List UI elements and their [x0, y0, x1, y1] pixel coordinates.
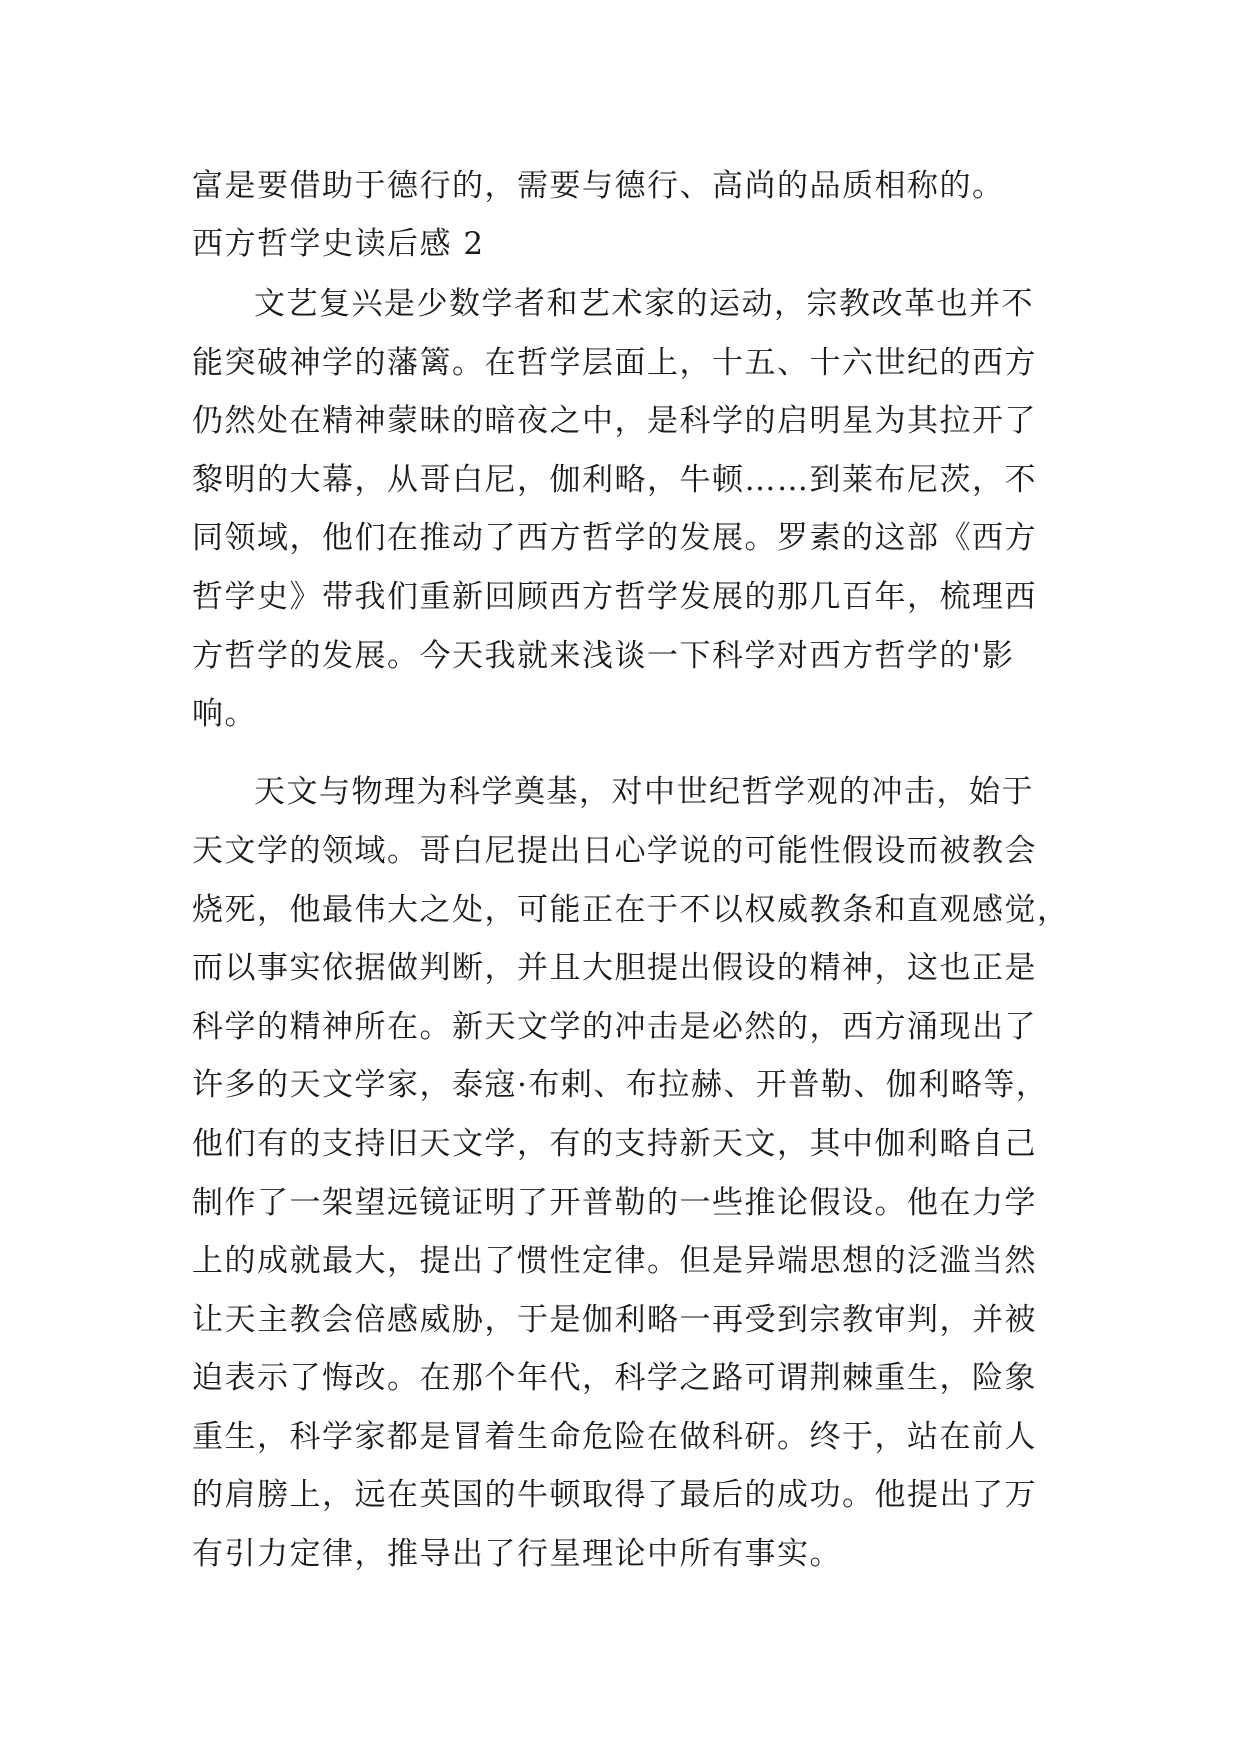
text-line: 迫表示了悔改。在那个年代，科学之路可谓荆棘重生，险象 [192, 1360, 1037, 1396]
text-line: 制作了一架望远镜证明了开普勒的一些推论假设。他在力学 [192, 1185, 1037, 1221]
text-line: 让天主教会倍感威胁，于是伽利略一再受到宗教审判，并被 [192, 1302, 1037, 1338]
text-line: 方哲学的发展。今天我就来浅谈一下科学对西方哲学的'影 [192, 638, 1015, 674]
text-line: 烧死，他最伟大之处，可能正在于不以权威教条和直观感觉， [192, 892, 1070, 928]
text-line: 有引力定律，推导出了行星理论中所有事实。 [192, 1536, 842, 1572]
section-title: 西方哲学史读后感 2 [192, 226, 485, 262]
text-line: 而以事实依据做判断，并且大胆提出假设的精神，这也正是 [192, 950, 1037, 986]
text-line: 天文学的领域。哥白尼提出日心学说的可能性假设而被教会 [192, 833, 1037, 869]
text-line: 同领域，他们在推动了西方哲学的发展。罗素的这部《西方 [192, 520, 1037, 556]
text-line: 响。 [192, 696, 257, 732]
text-line: 许多的天文学家，泰寇·布剌、布拉赫、开普勒、伽利略等， [192, 1067, 1049, 1103]
paragraph-2-line-first: 天文与物理为科学奠基，对中世纪哲学观的冲击，始于 [254, 774, 1034, 810]
text-line: 哲学史》带我们重新回顾西方哲学发展的那几百年，梳理西 [192, 579, 1037, 615]
text-line: 他们有的支持旧天文学，有的支持新天文，其中伽利略自己 [192, 1126, 1037, 1162]
text-line: 科学的精神所在。新天文学的冲击是必然的，西方涌现出了 [192, 1009, 1037, 1045]
text-line: 仍然处在精神蒙昧的暗夜之中，是科学的启明星为其拉开了 [192, 403, 1037, 439]
paragraph-1-line-first: 文艺复兴是少数学者和艺术家的运动，宗教改革也并不 [254, 286, 1034, 322]
text-line: 上的成就最大，提出了惯性定律。但是异端思想的泛滥当然 [192, 1243, 1037, 1279]
text-line: 重生，科学家都是冒着生命危险在做科研。终于，站在前人 [192, 1419, 1037, 1455]
text-line: 黎明的大幕，从哥白尼，伽利略，牛顿……到莱布尼茨，不 [192, 462, 1037, 498]
text-line: 的肩膀上，远在英国的牛顿取得了最后的成功。他提出了万 [192, 1477, 1037, 1513]
text-line: 能突破神学的藩篱。在哲学层面上，十五、十六世纪的西方 [192, 345, 1037, 381]
text-line: 富是要借助于德行的，需要与德行、高尚的品质相称的。 [192, 168, 1005, 204]
